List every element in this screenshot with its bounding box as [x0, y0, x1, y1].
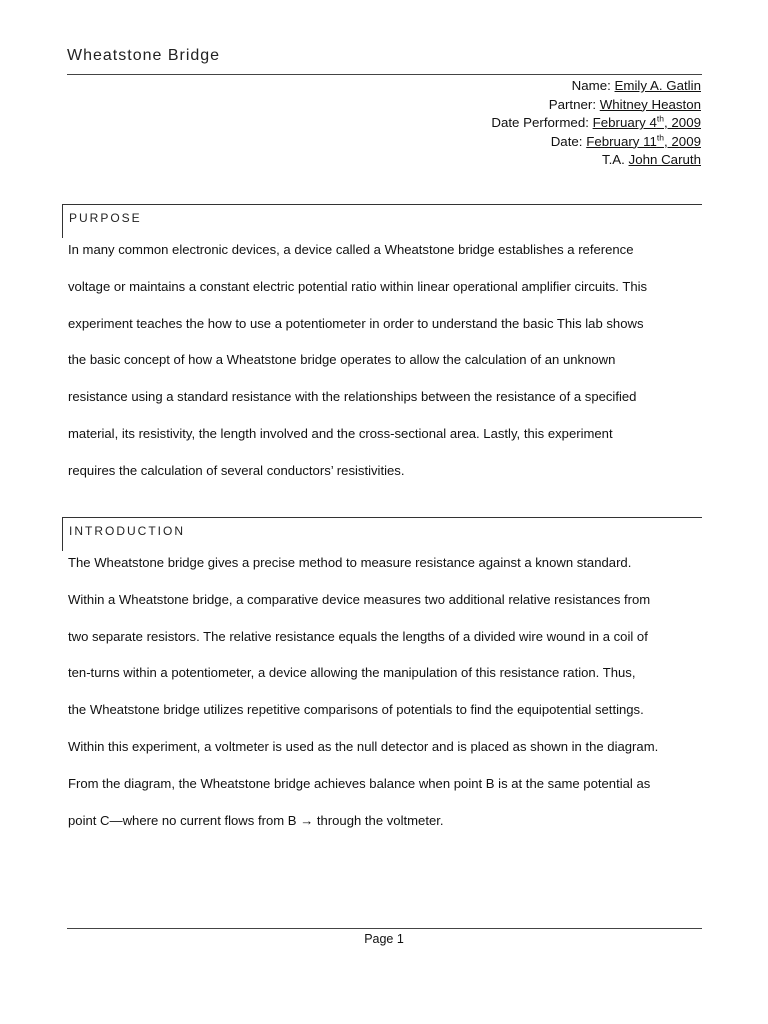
- date-day: February 11: [586, 133, 657, 149]
- page-number: Page 1: [364, 932, 404, 946]
- partner-value: Whitney Heaston: [599, 96, 701, 112]
- introduction-heading-label: INTRODUCTION: [69, 524, 185, 538]
- purpose-line: resistance using a standard resistance with the relationships between the resistance of a specified: [68, 389, 637, 405]
- name-label: Name:: [571, 78, 611, 93]
- date-performed-suffix: th: [656, 113, 665, 124]
- name-line: [491, 77, 701, 96]
- partner-line: [491, 96, 701, 115]
- document-title: Wheatstone Bridge: [67, 47, 221, 64]
- date-performed-value: [593, 115, 701, 130]
- ta-label: T.A.: [601, 152, 625, 167]
- author-info-block: [491, 77, 701, 170]
- ta-line: [491, 151, 701, 170]
- introduction-paragraph: [68, 545, 708, 839]
- introduction-line: ten-turns within a potentiometer, a device allowing the manipulation of this resistance ration. Thus,: [68, 665, 636, 681]
- introduction-line: Within a Wheatstone bridge, a comparative device measures two additional relative resistances from: [68, 591, 651, 607]
- date-label: Date:: [550, 133, 583, 149]
- date-performed-day: February 4: [592, 115, 657, 130]
- date-performed-line: [491, 114, 701, 133]
- purpose-line: requires the calculation of several conductors’ resistivities.: [68, 462, 405, 478]
- footer-divider: [67, 928, 702, 929]
- date-suffix: th: [656, 132, 665, 143]
- name-value: Emily A. Gatlin: [614, 78, 701, 93]
- purpose-line: material, its resistivity, the length involved and the cross-sectional area. Lastly, this experiment: [68, 425, 613, 441]
- purpose-line: voltage or maintains a constant electric potential ratio within linear operational amplifier circuits. This: [68, 278, 648, 294]
- date-year: , 2009: [664, 133, 701, 149]
- introduction-line: Within this experiment, a voltmeter is used as the null detector and is placed as shown in the diagram.: [68, 738, 659, 754]
- purpose-line: In many common electronic devices, a device called a Wheatstone bridge establishes a reference: [68, 242, 634, 257]
- partner-label: Partner:: [548, 96, 597, 112]
- purpose-line: experiment teaches the how to use a potentiometer in order to understand the basic This lab shows: [68, 315, 644, 331]
- purpose-line: the basic concept of how a Wheatstone bridge operates to allow the calculation of an unknown: [68, 352, 616, 368]
- introduction-line: the Wheatstone bridge utilizes repetitive comparisons of potentials to find the equipotential settings.: [68, 702, 644, 718]
- purpose-paragraph: [68, 232, 708, 490]
- title-divider: [67, 74, 702, 75]
- purpose-heading-label: PURPOSE: [69, 211, 142, 225]
- introduction-line: The Wheatstone bridge gives a precise method to measure resistance against a known standard.: [68, 555, 632, 570]
- ta-value: John Caruth: [628, 152, 701, 167]
- date-value: [586, 134, 701, 149]
- introduction-line: point C—where no current flows from B → through the voltmeter.: [68, 812, 444, 828]
- introduction-line: two separate resistors. The relative resistance equals the lengths of a divided wire wound in a coil of: [68, 628, 648, 644]
- date-line: [491, 133, 701, 152]
- date-performed-year: , 2009: [664, 115, 701, 130]
- introduction-line: From the diagram, the Wheatstone bridge achieves balance when point B is at the same potential as: [68, 775, 651, 791]
- date-performed-label: Date Performed:: [491, 115, 589, 130]
